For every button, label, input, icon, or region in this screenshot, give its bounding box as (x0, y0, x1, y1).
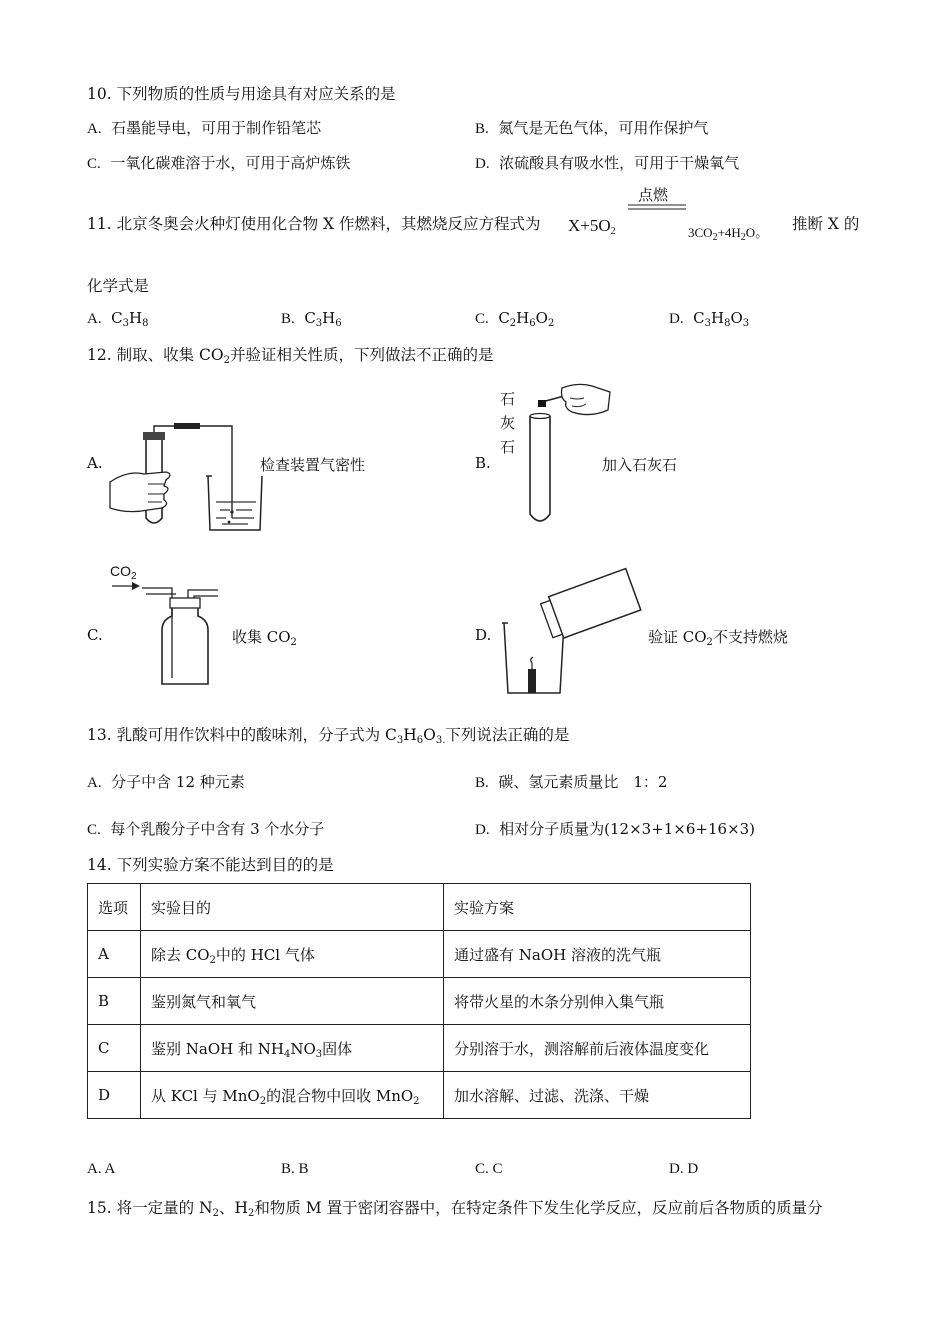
q12-option-c-letter: C. (87, 626, 103, 644)
q11-stem-line2: 化学式是 (87, 277, 150, 295)
q13-option-a: A. 分子中含 12 种元素 (87, 773, 245, 791)
co2-extinguish-candle-figure (500, 565, 640, 697)
q12-option-b-letter: B. (475, 454, 491, 472)
row-goal: 除去 $CO_2$中的 HCl 气体 (141, 931, 444, 978)
row-option: A (88, 931, 141, 978)
q10-option-c: C. 一氧化碳难溶于水，可用于高炉炼铁 (87, 154, 351, 172)
co2-inflow-label: $CO_2$ (110, 563, 137, 582)
q14-answer-d: D. D (669, 1161, 699, 1177)
table-row (88, 978, 751, 1025)
q11-option-c: C. $C_2H_6O_2$ (475, 309, 555, 329)
experiment-table (87, 883, 751, 1119)
row-goal: 鉴别氮气和氧气 (141, 978, 444, 1025)
row-plan: 分别溶于水，测溶解前后液体温度变化 (444, 1025, 751, 1072)
q11-option-a: A. $C_3H_8$ (87, 309, 149, 329)
q14-stem: 14. 下列实验方案不能达到目的的是 (87, 856, 334, 874)
collect-co2-gas-bottle-figure (110, 578, 225, 690)
q11-equation-condition: 点燃 (638, 186, 669, 204)
q12-option-b-text: 加入石灰石 (602, 456, 678, 474)
q10-stem: 10. 下列物质的性质与用途具有对应关系的是 (87, 85, 396, 103)
row-plan: 将带火星的木条分别伸入集气瓶 (444, 978, 751, 1025)
q11-equation-left: $X+5O_2$ (568, 216, 616, 237)
q13-option-c: C. 每个乳酸分子中含有 3 个水分子 (87, 820, 325, 838)
header-option: 选项 (88, 884, 141, 931)
row-goal: 从 KCl 与 MnO$_2$的混合物中回收 MnO$_2$ (141, 1072, 444, 1119)
q15-stem: 15. 将一定量的 $N_2$、$H_2$和物质 M 置于密闭容器中，在特定条件下发生化学反应，反应前后各物质的质量分 (87, 1199, 823, 1219)
header-goal: 实验目的 (141, 884, 444, 931)
row-plan: 加水溶解、过滤、洗涤、干燥 (444, 1072, 751, 1119)
q14-answer-b: B. B (281, 1161, 309, 1177)
header-plan: 实验方案 (444, 884, 751, 931)
row-option: D (88, 1072, 141, 1119)
q12-option-d-letter: D. (475, 626, 492, 644)
q11-equation-right: $3CO_2+4H_2O$。 (688, 225, 769, 243)
q14-answer-a: A. A (87, 1161, 116, 1177)
row-goal: 鉴别 NaOH 和 $NH_4NO_3$固体 (141, 1025, 444, 1072)
q12-option-a-text: 检查装置气密性 (260, 456, 366, 474)
q12-option-d-text: 验证 $CO_2$不支持燃烧 (648, 628, 788, 648)
q13-option-b: B. 碳、氢元素质量比 1：2 (475, 773, 668, 791)
q14-answer-c: C. C (475, 1161, 503, 1177)
q11-stem-continued: 推断 X 的 (792, 215, 860, 233)
q10-option-d: D. 浓硫酸具有吸水性，可用于干燥氧气 (475, 154, 740, 172)
row-option: C (88, 1025, 141, 1072)
row-option: B (88, 978, 141, 1025)
table-row (88, 1025, 751, 1072)
q13-stem: 13. 乳酸可用作饮料中的酸味剂，分子式为 $C_3H_6O_{3.}$下列说法正确的是 (87, 726, 570, 746)
row-plan: 通过盛有 NaOH 溶液的洗气瓶 (444, 931, 751, 978)
table-row (88, 1072, 751, 1119)
q13-option-d: D. 相对分子质量为(12×3+1×6+16×3) (475, 820, 756, 838)
q11-option-d: D. $C_3H_8O_3$ (669, 309, 750, 329)
table-row (88, 931, 751, 978)
q12-option-c-text: 收集 $CO_2$ (232, 628, 297, 648)
airtightness-check-apparatus-figure (108, 422, 268, 532)
q10-option-a: A. 石墨能导电，可用于制作铅笔芯 (87, 119, 322, 137)
limestone-side-label: 石 灰 石 (500, 390, 516, 456)
q11-equation-equals-sign (628, 204, 688, 212)
q11-stem: 11. 北京冬奥会火种灯使用化合物 X 作燃料，其燃烧反应方程式为 (87, 215, 541, 233)
q11-option-b: B. $C_3H_6$ (281, 309, 342, 329)
q12-option-a-letter: A. (87, 454, 103, 472)
q12-stem: 12. 制取、收集 $CO_2$并验证相关性质，下列做法不正确的是 (87, 346, 494, 366)
table-header-row (88, 884, 751, 931)
q10-option-b: B. 氮气是无色气体，可用作保护气 (475, 119, 709, 137)
